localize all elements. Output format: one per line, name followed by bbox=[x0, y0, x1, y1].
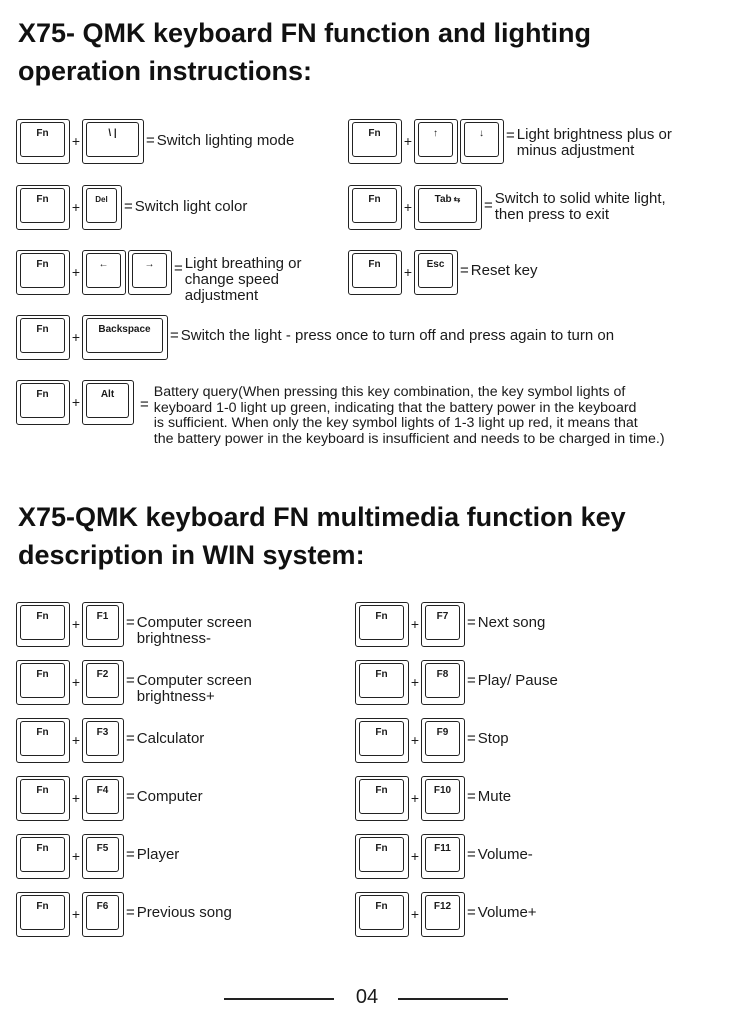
f7-key: F7 bbox=[421, 602, 465, 647]
f5-desc: Player bbox=[136, 846, 180, 863]
f1-key: F1 bbox=[82, 602, 124, 647]
combo-switch-lighting-mode: Fn + \ | = Switch lighting mode bbox=[16, 119, 294, 164]
fn-key: Fn bbox=[16, 776, 70, 821]
combo-f2-brightness-up: Fn + F2 = Computer screen brightness+ bbox=[16, 660, 252, 705]
f7-desc: Next song bbox=[477, 614, 546, 631]
fn-key: Fn bbox=[355, 660, 409, 705]
fn-key: Fn bbox=[16, 718, 70, 763]
combo-f5-player: Fn + F5 = Player bbox=[16, 834, 179, 879]
combo-f8-play-pause: Fn + F8 = Play/ Pause bbox=[355, 660, 558, 705]
reset-desc: Reset key bbox=[470, 262, 538, 279]
fn-key: Fn bbox=[355, 776, 409, 821]
combo-f11-volume-down: Fn + F11 = Volume- bbox=[355, 834, 533, 879]
combo-battery-query: Fn + Alt = Battery query(When pressing this key combination, the key symbol lights of keyboard 1-0 light up green, indicating that the battery power in the keyboard is sufficient. When only the key symbol lights of 1-3 light up red, it means that the battery power in the keyboard is insufficient and needs to be charged in time.) bbox=[16, 380, 665, 447]
f4-desc: Computer bbox=[136, 788, 203, 805]
fn-key: Fn bbox=[348, 185, 402, 230]
breathing-desc: Light breathing or change speed adjustment bbox=[184, 255, 302, 304]
combo-f7-next-song: Fn + F7 = Next song bbox=[355, 602, 545, 647]
f10-key: F10 bbox=[421, 776, 465, 821]
combo-f3-calculator: Fn + F3 = Calculator bbox=[16, 718, 204, 763]
fn-key: Fn bbox=[16, 660, 70, 705]
f8-key: F8 bbox=[421, 660, 465, 705]
section-title-lighting: X75- QMK keyboard FN function and lighting operation instructions: bbox=[18, 18, 592, 86]
switch-lighting-mode-desc: Switch lighting mode bbox=[156, 132, 295, 149]
fn-key: Fn bbox=[16, 602, 70, 647]
solid-white-desc: Switch to solid white light, then press to exit bbox=[494, 190, 666, 223]
f10-desc: Mute bbox=[477, 788, 512, 805]
arrow-down-icon: ↓ bbox=[479, 128, 484, 139]
alt-key: Alt bbox=[82, 380, 134, 425]
arrow-left-icon: ← bbox=[98, 259, 109, 270]
fn-key: Fn bbox=[16, 315, 70, 360]
combo-switch-light-color: Fn + Del = Switch light color bbox=[16, 185, 247, 230]
combo-f10-mute: Fn + F10 = Mute bbox=[355, 776, 511, 821]
combo-light-on-off: Fn + Backspace = Switch the light - press once to turn off and press again to turn on bbox=[16, 315, 614, 360]
f11-desc: Volume- bbox=[477, 846, 533, 863]
f2-key: F2 bbox=[82, 660, 124, 705]
light-on-off-desc: Switch the light - press once to turn off and press again to turn on bbox=[180, 327, 615, 344]
f4-key: F4 bbox=[82, 776, 124, 821]
f12-desc: Volume+ bbox=[477, 904, 537, 921]
fn-key: Fn bbox=[16, 834, 70, 879]
fn-key: Fn bbox=[16, 185, 70, 230]
switch-light-color-desc: Switch light color bbox=[134, 198, 248, 215]
combo-f6-previous-song: Fn + F6 = Previous song bbox=[16, 892, 232, 937]
f6-desc: Previous song bbox=[136, 904, 232, 921]
f1-desc: Computer screen brightness- bbox=[136, 614, 252, 647]
combo-solid-white: Fn + Tab ⇆ = Switch to solid white light, then press to exit bbox=[348, 185, 666, 230]
fn-key: Fn bbox=[355, 834, 409, 879]
combo-f12-volume-up: Fn + F12 = Volume+ bbox=[355, 892, 537, 937]
combo-brightness: Fn + ↑ ↓ = Light brightness plus or minus adjustment bbox=[348, 119, 672, 164]
combo-f1-brightness-down: Fn + F1 = Computer screen brightness- bbox=[16, 602, 252, 647]
f5-key: F5 bbox=[82, 834, 124, 879]
combo-breathing-speed: Fn + ← → = Light breathing or change speed adjustment bbox=[16, 250, 302, 304]
fn-key: Fn bbox=[16, 119, 70, 164]
fn-key: Fn bbox=[348, 250, 402, 295]
fn-key: Fn bbox=[355, 892, 409, 937]
fn-key: Fn bbox=[355, 602, 409, 647]
f11-key: F11 bbox=[421, 834, 465, 879]
fn-key: Fn bbox=[16, 380, 70, 425]
fn-key: Fn bbox=[355, 718, 409, 763]
esc-key: Esc bbox=[414, 250, 458, 295]
fn-key: Fn bbox=[348, 119, 402, 164]
backslash-key: \ | bbox=[82, 119, 144, 164]
f6-key: F6 bbox=[82, 892, 124, 937]
arrow-right-icon: → bbox=[144, 259, 155, 270]
f12-key: F12 bbox=[421, 892, 465, 937]
f8-desc: Play/ Pause bbox=[477, 672, 558, 689]
combo-reset: Fn + Esc = Reset key bbox=[348, 250, 537, 295]
f9-desc: Stop bbox=[477, 730, 509, 747]
fn-key: Fn bbox=[16, 892, 70, 937]
fn-key: Fn bbox=[16, 250, 70, 295]
f9-key: F9 bbox=[421, 718, 465, 763]
backspace-key: Backspace bbox=[82, 315, 168, 360]
combo-f9-stop: Fn + F9 = Stop bbox=[355, 718, 509, 763]
combo-f4-computer: Fn + F4 = Computer bbox=[16, 776, 203, 821]
f3-desc: Calculator bbox=[136, 730, 205, 747]
section-title-multimedia: X75-QMK keyboard FN multimedia function key description in WIN system: bbox=[18, 502, 626, 570]
arrow-left-key bbox=[82, 250, 126, 295]
brightness-desc: Light brightness plus or minus adjustment bbox=[516, 126, 672, 159]
f3-key: F3 bbox=[82, 718, 124, 763]
arrow-up-key bbox=[414, 119, 458, 164]
arrow-up-icon: ↑ bbox=[433, 128, 438, 139]
arrow-right-key bbox=[128, 250, 172, 295]
del-key: Del bbox=[82, 185, 122, 230]
page-number: 04 bbox=[355, 986, 379, 1008]
f2-desc: Computer screen brightness+ bbox=[136, 672, 252, 705]
arrow-down-key bbox=[460, 119, 504, 164]
tab-arrows-icon: ⇆ bbox=[453, 195, 461, 204]
battery-query-desc: Battery query(When pressing this key combination, the key symbol lights of keyboard 1-0 light up green, indicating that the battery power in the keyboard is sufficient. When only the key symbol lights of 1-3 light up red, it means that the battery power in the keyboard is insufficient and needs to be charged in time.) bbox=[153, 384, 665, 447]
tab-key: Tab ⇆ bbox=[414, 185, 482, 230]
footer-rule-right bbox=[398, 998, 508, 1000]
